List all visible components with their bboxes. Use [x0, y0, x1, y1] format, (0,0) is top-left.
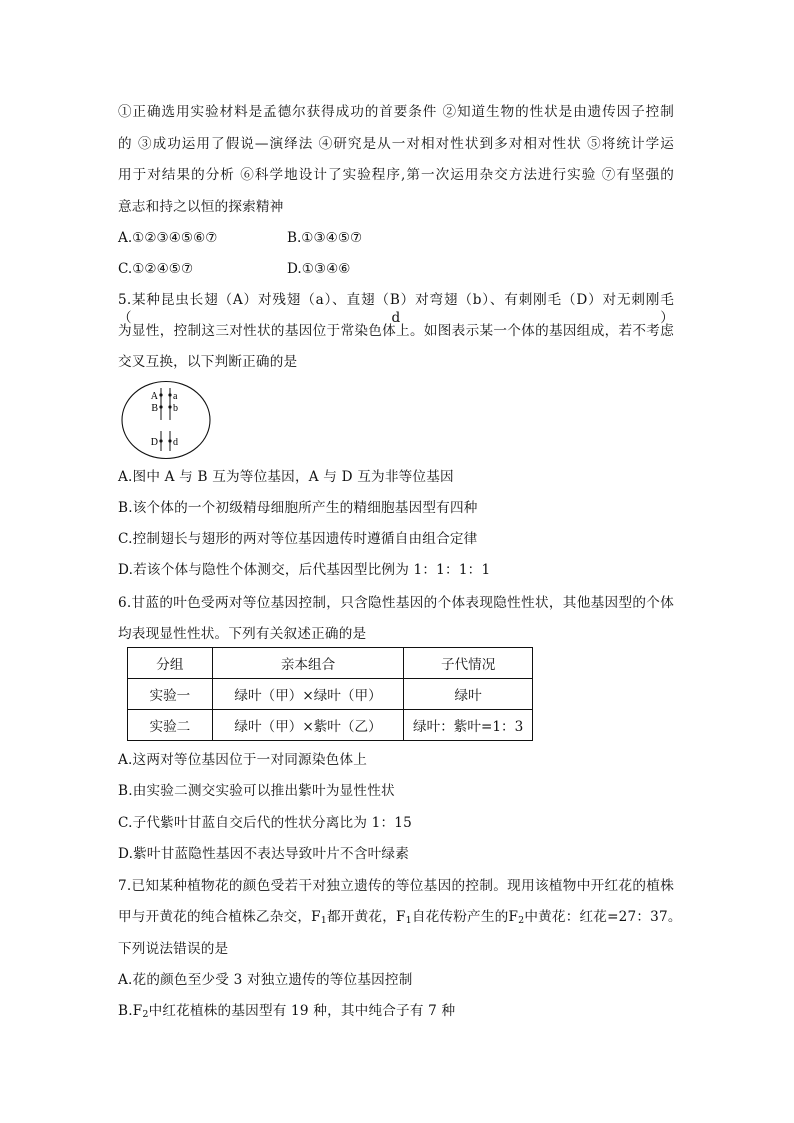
locus-dot: [168, 393, 171, 396]
cell-outline: [122, 382, 210, 459]
q6-option-b: B.由实验二测交实验可以推出紫叶为显性性状: [118, 783, 395, 799]
q6-stem-line1: 6.甘蓝的叶色受两对等位基因控制，只含隐性基因的个体表现隐性性状，其他基因型的个体: [118, 595, 674, 611]
table-cell: 绿叶: [404, 679, 533, 710]
q5-stem-line1: 5.某种昆虫长翅（A）对残翅（a）、直翅（B）对弯翅（b）、有刺刚毛（D）对无刺刚毛（d）: [118, 292, 674, 326]
q4-option-d: D.①③④⑥: [287, 261, 351, 277]
gene-label-A: A: [150, 391, 158, 402]
q5-option-d: D.若该个体与隐性个体测交，后代基因型比例为 1：1：1：1: [118, 562, 491, 578]
table-cell: 绿叶：紫叶=1：3: [404, 710, 533, 741]
q7-option-a: A.花的颜色至少受 3 对独立遗传的等位基因控制: [118, 972, 413, 988]
table-row: [128, 679, 533, 710]
gene-label-B: B: [151, 403, 158, 414]
q7-stem-line2: 甲与开黄花的纯合植株乙杂交，$F_1$都开黄花，$F_1$自花传粉产生的$F_2$中黄花：红花=27：37。: [118, 909, 682, 926]
table-cell: 绿叶（甲）×绿叶（甲）: [212, 679, 404, 710]
table-header-cell: 亲本组合: [212, 648, 404, 679]
q4-option-a: A.①②③④⑤⑥⑦: [118, 230, 218, 246]
locus-dot: [159, 439, 162, 442]
gene-label-d: d: [173, 437, 178, 448]
q6-stem-line2: 均表现显性性状。下列有关叙述正确的是: [118, 626, 367, 642]
q7-stem-line3: 下列说法错误的是: [118, 941, 229, 957]
table-cell: 实验二: [128, 710, 213, 741]
gene-label-a: a: [173, 391, 178, 402]
q6-option-a: A.这两对等位基因位于一对同源染色体上: [118, 752, 368, 768]
table-row: [128, 710, 533, 741]
q5-stem-line2: 为显性，控制这三对性状的基因位于常染色体上。如图表示某一个体的基因组成，若不考虑: [118, 323, 674, 339]
table-header-row: [128, 648, 533, 679]
locus-dot: [159, 405, 162, 408]
q6-option-c: C.子代紫叶甘蓝自交后代的性状分离比为 1：15: [118, 815, 412, 831]
q5-option-c: C.控制翅长与翅形的两对等位基因遗传时遵循自由组合定律: [118, 531, 478, 547]
q4-items-line3: 用于对结果的分析 ⑥科学地设计了实验程序,第一次运用杂交方法进行实验 ⑦有坚强的: [118, 167, 674, 183]
locus-dot: [168, 405, 171, 408]
table-cell: 实验一: [128, 679, 213, 710]
q4-items-line2: 的 ③成功运用了假说—演绎法 ④研究是从一对相对性状到多对相对性状 ⑤将统计学运: [118, 136, 674, 152]
locus-dot: [168, 439, 171, 442]
gene-label-b: b: [173, 403, 178, 414]
q7-option-b: $B.F_2$中红花植株的基因型有 19 种，其中纯合子有 7 种: [118, 1003, 456, 1020]
locus-dot: [159, 393, 162, 396]
q4-option-c: C.①②④⑤⑦: [118, 261, 194, 277]
q4-items-line1: ①正确选用实验材料是孟德尔获得成功的首要条件 ②知道生物的性状是由遗传因子控制: [118, 104, 674, 120]
table-header-cell: 子代情况: [404, 648, 533, 679]
q6-experiment-table: [127, 647, 533, 741]
q5-option-b: B.该个体的一个初级精母细胞所产生的精细胞基因型有四种: [118, 500, 478, 516]
q5-option-a: A.图中 A 与 B 互为等位基因，A 与 D 互为非等位基因: [118, 469, 454, 485]
q4-items-line4: 意志和持之以恒的探索精神: [118, 199, 284, 215]
q4-option-b: B.①③④⑤⑦: [287, 230, 363, 246]
table-header-cell: 分组: [128, 648, 213, 679]
q5-stem-line3: 交叉互换，以下判断正确的是: [118, 354, 298, 370]
q6-option-d: D.紫叶甘蓝隐性基因不表达导致叶片不含叶绿素: [118, 846, 410, 862]
q7-stem-line1: 7.已知某种植物花的颜色受若干对独立遗传的等位基因的控制。现用该植物中开红花的植株: [118, 878, 674, 894]
chromosome-diagram: [120, 380, 212, 460]
table-cell: 绿叶（甲）×紫叶（乙）: [212, 710, 404, 741]
gene-label-D: D: [150, 437, 158, 448]
